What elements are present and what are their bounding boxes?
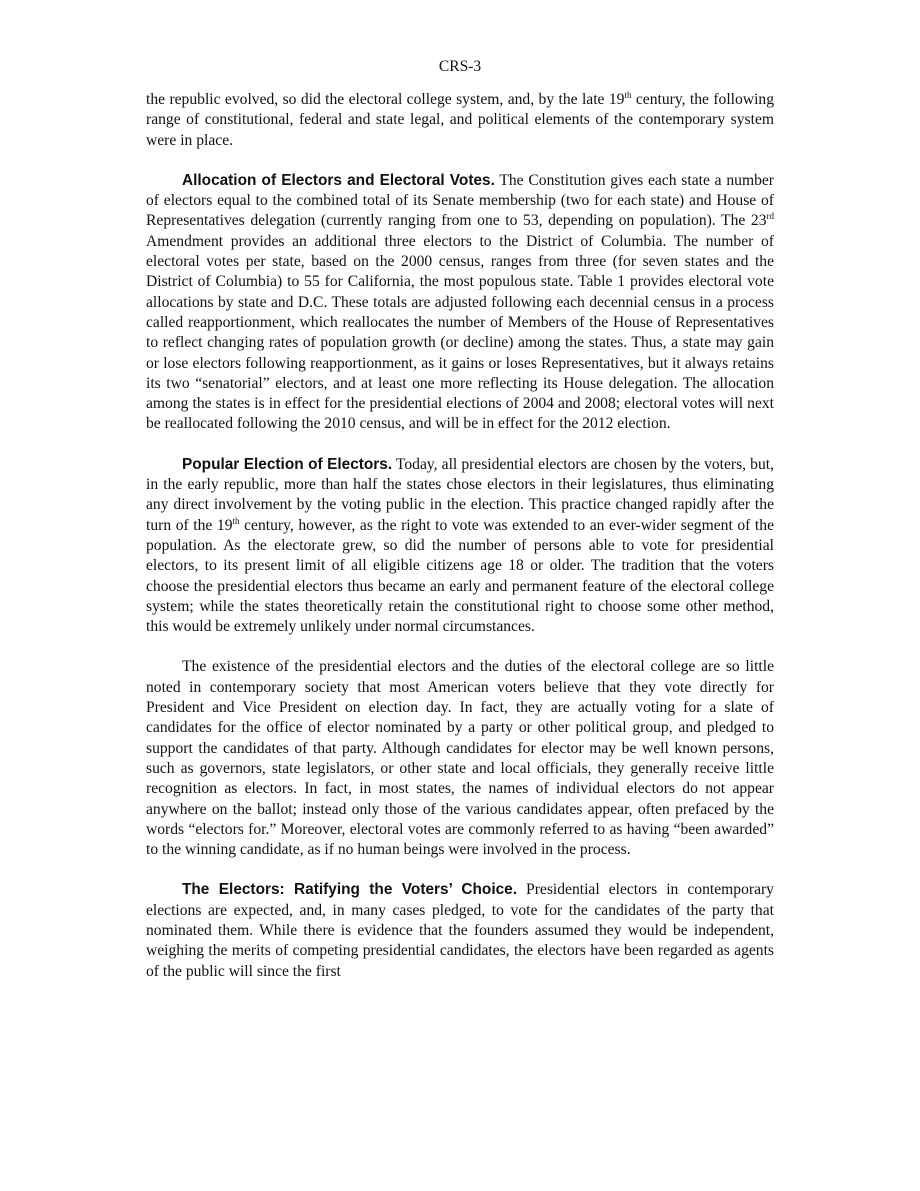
paragraph-text: century, however, as the right to vote was extended to an ever-wider segment of the population. As the electorate grew, so did the number of persons able to vote for presidential electors, to its present limit of all eligible citizens age 18 or older. The tradition that the voters choose the presidential electors thus became an early and permanent feature of the electoral college system; while the states theoretically retain the constitutional right to choose some other method, this would be extremely unlikely under normal circumstances. bbox=[146, 516, 774, 636]
paragraph-text: The Constitution gives each state a number of electors equal to the combined total of its Senate membership (two for each state) and House of Representatives delegation (currently ranging from one to 53, depending on population). The 23 bbox=[146, 171, 774, 230]
paragraph-text: Amendment provides an additional three electors to the District of Columbia. The number of electoral votes per state, based on the 2000 census, ranges from three (for seven states and the District of Columbia) to 55 for California, the most populous state. Table 1 provides electoral vote allocations by state and D.C. These totals are adjusted following each decennial census in a process called reapportionment, which reallocates the number of Members of the House of Representatives to reflect changing rates of population growth (or decline) among the states. Thus, a state may gain or lose electors following reapportionment, as it gains or loses Representatives, but it always retains its two “senatorial” electors, and at least one more reflecting its House delegation. The allocation among the states is in effect for the presidential elections of 2004 and 2008; electoral votes will next be reallocated following the 2010 census, and will be in effect for the 2012 election. bbox=[146, 232, 774, 433]
section-heading-electors-ratifying: The Electors: Ratifying the Voters’ Choice. bbox=[182, 881, 517, 899]
paragraph-text: Today, all presidential electors are chosen by the voters, but, in the early republic, more than half the states chose electors in their legislatures, thus eliminating any direct involvement by the voting public in the election. This practice changed rapidly after the turn of the 19 bbox=[146, 455, 774, 534]
paragraph-text: Presidential electors in contemporary elections are expected, and, in many cases pledged, to vote for the candidates of the party that nominated them. While there is evidence that the founders assumed they would be independent, weighing the merits of competing presidential candidates, the electors have been regarded as agents of the public will since the first bbox=[146, 881, 774, 980]
ordinal-superscript: th bbox=[232, 515, 240, 526]
paragraph-popular-election bbox=[146, 455, 774, 638]
section-heading-popular-election: Popular Election of Electors. bbox=[182, 455, 393, 473]
paragraph-text: century, the following range of constitutional, federal and state legal, and political elements of the contemporary system were in place. bbox=[146, 91, 775, 149]
paragraph-existence-of-electors bbox=[146, 657, 774, 860]
section-heading-allocation: Allocation of Electors and Electoral Votes. bbox=[182, 171, 495, 189]
paragraph-allocation-of-electors bbox=[146, 171, 774, 435]
paragraph-text: the republic evolved, so did the electoral college system, and, by the late 19 bbox=[146, 91, 625, 108]
paragraph-text: The existence of the presidential electors and the duties of the electoral college are so little noted in contemporary society that most American voters believe that they vote directly for President and Vice President on election day. In fact, they are actually voting for a slate of candidates for the office of elector nominated by a party or other political group, and pledged to support the candidates of that party. Although candidates for elector may be well known persons, such as governors, state legislators, or other state and local officials, they generally receive little recognition as electors. In fact, in most states, the names of individual electors do not appear anywhere on the ballot; instead only those of the various candidates appear, often prefaced by the words “electors for.” Moreover, electoral votes are commonly referred to as having “been awarded” to the winning candidate, as if no human beings were involved in the process. bbox=[146, 658, 774, 859]
ordinal-superscript: rd bbox=[766, 211, 774, 222]
ordinal-superscript: th bbox=[624, 90, 632, 100]
paragraph-electors-ratifying bbox=[146, 880, 774, 981]
page-number-header: CRS-3 bbox=[438, 58, 482, 75]
paragraph-intro-continuation bbox=[146, 90, 774, 151]
document-page bbox=[146, 0, 774, 1002]
